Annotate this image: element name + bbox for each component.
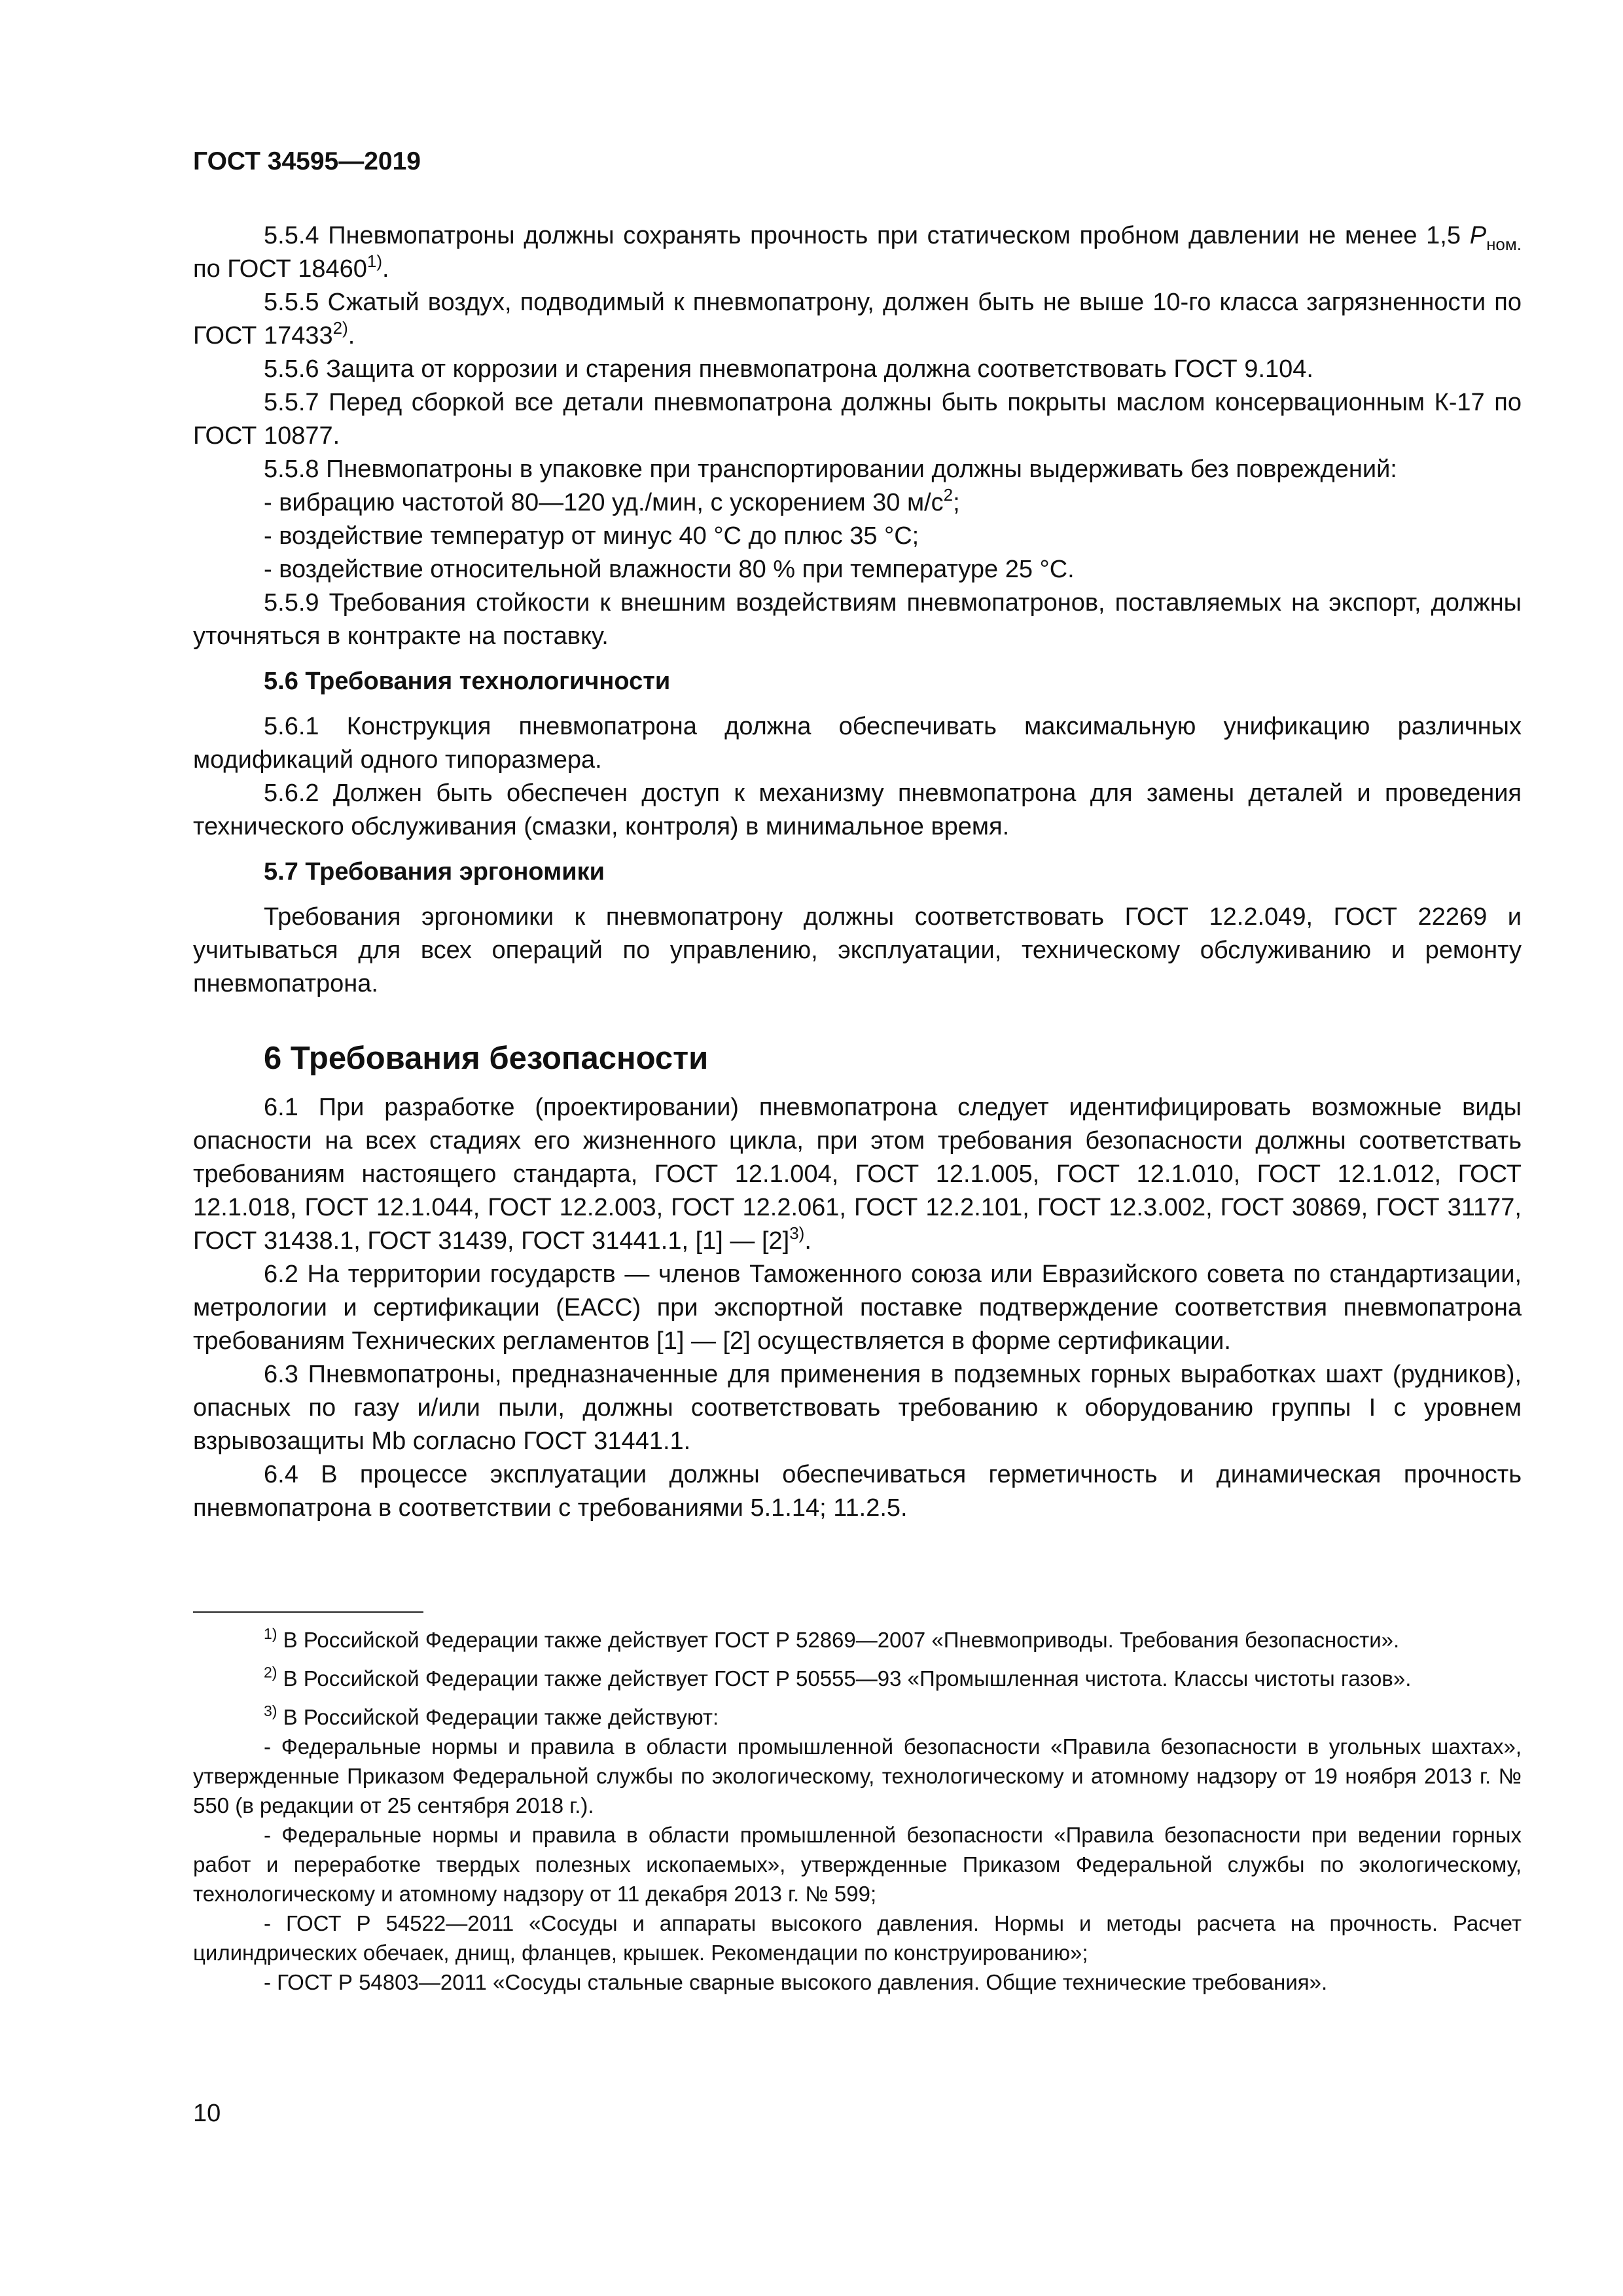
footnote-3-item-coal-mines: - Федеральные нормы и правила в области промышленной безопасности «Правила безопасности в угольных шахтах», утвержденные Приказом Федеральной службы по экологическому, технологическому и атомному надзору от 19 ноября 2013 г. № 550 (в редакции от 25 сентября 2018 г.). xyxy=(193,1734,1522,1818)
main-content xyxy=(193,219,1522,1525)
footnote-3: $^{3)}$ В Российской Федерации также действуют: xyxy=(264,1702,719,1729)
section-heading-6: 6 Требования безопасности xyxy=(264,1041,709,1076)
page-number: 10 xyxy=(193,2100,221,2127)
paragraph-5-5-7: 5.5.7 Перед сборкой все детали пневмопатрона должны быть покрыты маслом консервационным К-17 по ГОСТ 10877. xyxy=(193,389,1522,450)
list-item-vibration: - вибрацию частотой 80—120 уд./мин, с ускорением 30 $м/с^2$; xyxy=(264,485,960,516)
document-header-code: ГОСТ 34595—2019 xyxy=(193,147,421,175)
paragraph-6-1: 6.1 При разработке (проектировании) пневмопатрона следует идентифицировать возможные виды опасности на всех стадиях его жизненного цикла, при этом требования безопасности должны соответствать требованиям настоящего стандарта, ГОСТ 12.1.004, ГОСТ 12.1.005, ГОСТ 12.1.010, ГОСТ 12.1.012, ГОСТ 12.1.018, ГОСТ 12.1.044, ГОСТ 12.2.003, ГОСТ 12.2.061, ГОСТ 12.2.101, ГОСТ 12.3.002, ГОСТ 30869, ГОСТ 31177, ГОСТ 31438.1, ГОСТ 31439, ГОСТ 31441.1, [1] — $[2]^{3)}$. xyxy=(193,1094,1522,1255)
subsection-heading-5-7: 5.7 Требования эргономики xyxy=(264,858,605,886)
footnote-3-item-mining-works: - Федеральные нормы и правила в области промышленной безопасности «Правила безопасности при ведении горных работ и переработке твердых полезных ископаемых», утвержденные Приказом Федеральной службы по экологическому, технологическому и атомному надзору от 11 декабря 2013 г. № 599; xyxy=(193,1823,1522,1906)
footnote-3-item-gost-54803: - ГОСТ Р 54803—2011 «Сосуды стальные сварные высокого давления. Общие технические требования». xyxy=(264,1970,1328,1994)
paragraph-5-5-6: 5.5.6 Защита от коррозии и старения пневмопатрона должна соответствовать ГОСТ 9.104. xyxy=(264,355,1313,383)
footnote-1: $^{1)}$ В Российской Федерации также действует ГОСТ Р 52869—2007 «Пневмоприводы. Требования безопасности». xyxy=(264,1625,1400,1652)
footnote-2: $^{2)}$ В Российской Федерации также действует ГОСТ Р 50555—93 «Промышленная чистота. Классы чистоты газов». xyxy=(264,1664,1412,1691)
paragraph-5-5-4: 5.5.4 Пневмопатроны должны сохранять прочность при статическом пробном давлении не менее 1,5 $P_{ном.}$ по ГОСТ 18460$^{1)}$. xyxy=(193,222,1522,283)
footnote-3-item-gost-54522: - ГОСТ Р 54522—2011 «Сосуды и аппараты высокого давления. Нормы и методы расчета на прочность. Расчет цилиндрических обечаек, днищ, фланцев, крышек. Рекомендации по конструированию»; xyxy=(193,1911,1522,1965)
list-item-temperature: - воздействие температур от минус 40 °С до плюс 35 °С; xyxy=(264,522,919,550)
document-page xyxy=(193,0,1522,2296)
list-item-humidity: - воздействие относительной влажности 80 % при температуре 25 °С. xyxy=(264,556,1075,583)
paragraph-5-5-5: 5.5.5 Сжатый воздух, подводимый к пневмопатрону, должен быть не выше 10-го класса загрязненности по ГОСТ 17433$^{2)}$. xyxy=(193,289,1522,350)
paragraph-5-5-8: 5.5.8 Пневмопатроны в упаковке при транспортировании должны выдерживать без повреждений: xyxy=(264,456,1397,483)
paragraph-6-4: 6.4 В процессе эксплуатации должны обеспечиваться герметичность и динамическая прочность пневмопатрона в соответствии с требованиями 5.1.14; 11.2.5. xyxy=(193,1461,1522,1522)
footnote-separator xyxy=(193,1611,423,1613)
paragraph-5-6-1: 5.6.1 Конструкция пневмопатрона должна обеспечивать максимальную унификацию различных модификаций одного типоразмера. xyxy=(193,713,1522,774)
subsection-heading-5-6: 5.6 Требования технологичности xyxy=(264,668,671,695)
paragraph-5-6-2: 5.6.2 Должен быть обеспечен доступ к механизму пневмопатрона для замены деталей и проведения технического обслуживания (смазки, контроля) в минимальное время. xyxy=(193,780,1522,840)
paragraph-5-7: Требования эргономики к пневмопатрону должны соответствовать ГОСТ 12.2.049, ГОСТ 22269 и учитываться для всех операций по управлению, эксплуатации, техническому обслуживанию и ремонту пневмопатрона. xyxy=(193,903,1522,997)
footnotes xyxy=(193,1625,1522,1997)
paragraph-6-3: 6.3 Пневмопатроны, предназначенные для применения в подземных горных выработках шахт (рудников), опасных по газу и/или пыли, должны соответствовать требованию к оборудованию группы I с уровнем взрывозащиты Mb согласно ГОСТ 31441.1. xyxy=(193,1361,1522,1455)
paragraph-5-5-9: 5.5.9 Требования стойкости к внешним воздействиям пневмопатронов, поставляемых на экспорт, должны уточняться в контракте на поставку. xyxy=(193,589,1522,650)
paragraph-6-2: 6.2 На территории государств — членов Таможенного союза или Евразийского совета по стандартизации, метрологии и сертификации (ЕАСС) при экспортной поставке подтверждение соответствия пневмопатрона требованиям Технических регламентов [1] — [2] осуществляется в форме сертификации. xyxy=(193,1261,1522,1355)
